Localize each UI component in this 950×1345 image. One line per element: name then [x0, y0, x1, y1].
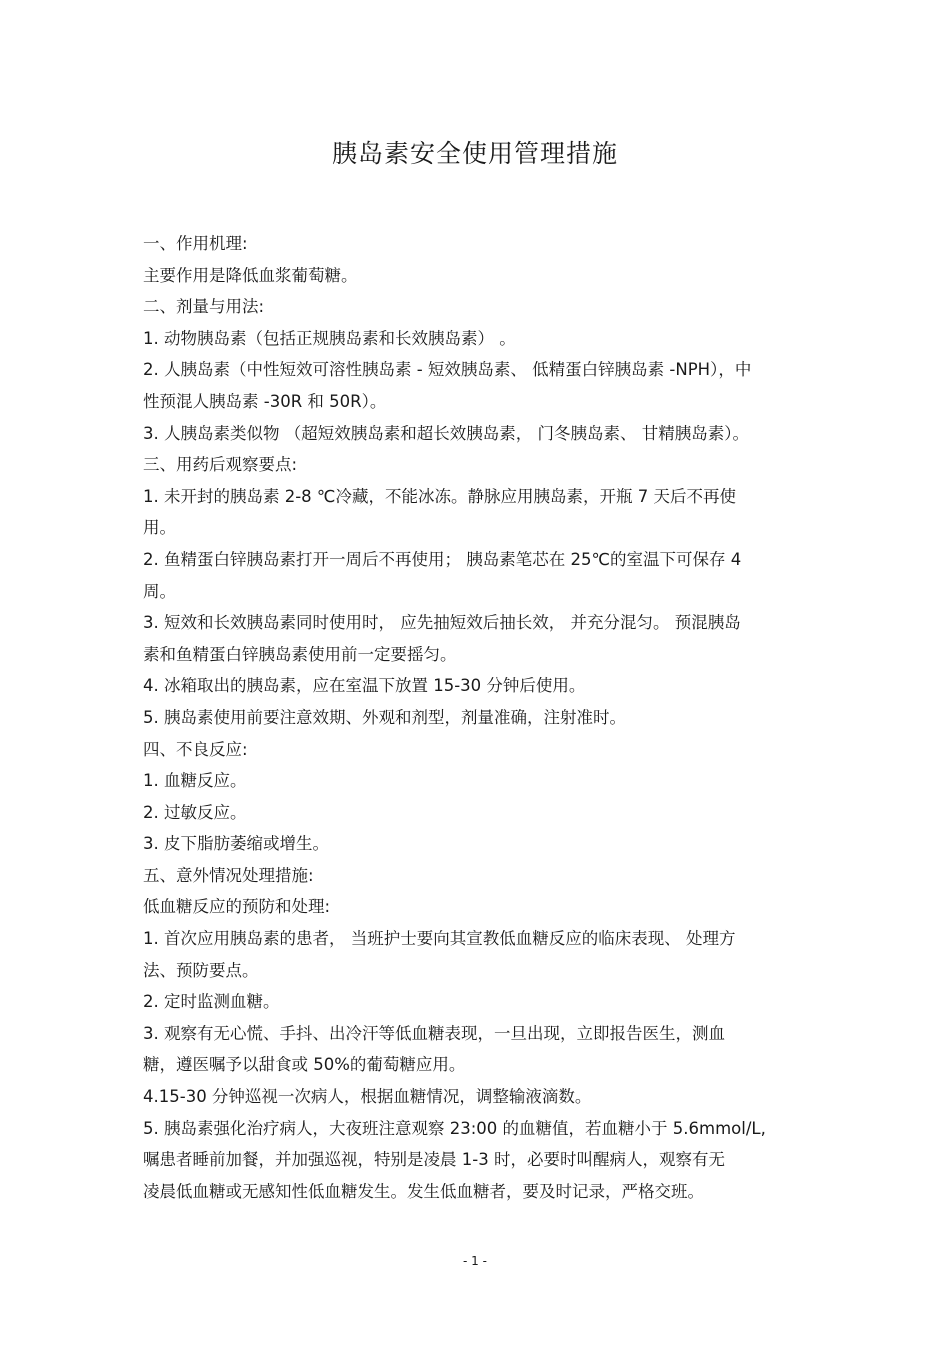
paragraph-line: 凌晨低血糖或无感知性低血糖发生。发生低血糖者，要及时记录，严格交班。 [143, 1181, 704, 1201]
paragraph-line: 性预混人胰岛素 -30R 和 50R）。 [143, 391, 387, 411]
paragraph-line: 1. 首次应用胰岛素的患者， 当班护士要向其宣教低血糖反应的临床表现、 处理方 [143, 929, 736, 949]
section-heading-emergency-measures: 五、意外情况处理措施: [143, 865, 314, 885]
page-title: 胰岛素安全使用管理措施 [331, 139, 618, 168]
paragraph-line: 2. 过敏反应。 [143, 802, 247, 822]
subheading-hypoglycemia: 低血糖反应的预防和处理: [143, 897, 331, 917]
paragraph-line: 2. 人胰岛素（中性短效可溶性胰岛素 - 短效胰岛素、 低精蛋白锌胰岛素 -NPH），中 [143, 360, 752, 380]
paragraph-line: 素和鱼精蛋白锌胰岛素使用前一定要摇匀。 [143, 644, 457, 664]
paragraph-line: 4. 冰箱取出的胰岛素，应在室温下放置 15-30 分钟后使用。 [143, 676, 586, 696]
paragraph-line: 3. 皮下脂肪萎缩或增生。 [143, 834, 329, 854]
paragraph-line: 3. 人胰岛素类似物 （超短效胰岛素和超长效胰岛素， 门冬胰岛素、 甘精胰岛素）。 [143, 423, 749, 443]
section-heading-observation: 三、用药后观察要点: [143, 455, 298, 475]
paragraph-line: 3. 短效和长效胰岛素同时使用时， 应先抽短效后抽长效， 并充分混匀。 预混胰岛 [143, 613, 741, 633]
paragraph-line: 3. 观察有无心慌、手抖、出冷汗等低血糖表现，一旦出现，立即报告医生，测血 [143, 1023, 725, 1043]
paragraph-line: 1. 未开封的胰岛素 2-8 ℃冷藏，不能冰冻。静脉应用胰岛素，开瓶 7 天后不再使 [143, 486, 736, 506]
paragraph-line: 嘱患者睡前加餐，并加强巡视，特别是凌晨 1-3 时，必要时叫醒病人，观察有无 [143, 1150, 725, 1170]
paragraph-line: 1. 动物胰岛素（包括正规胰岛素和长效胰岛素） 。 [143, 328, 516, 348]
paragraph-line: 2. 鱼精蛋白锌胰岛素打开一周后不再使用； 胰岛素笔芯在 25℃的室温下可保存 4 [143, 549, 742, 569]
section-heading-dosage: 二、剂量与用法: [143, 297, 265, 317]
section-heading-mechanism: 一、作用机理: [143, 234, 248, 253]
paragraph-line: 5. 胰岛素使用前要注意效期、外观和剂型，剂量准确，注射准时。 [143, 707, 626, 727]
document-body [143, 228, 808, 1207]
section-heading-adverse-reactions: 四、不良反应: [143, 739, 248, 759]
paragraph-line: 5. 胰岛素强化治疗病人，大夜班注意观察 23:00 的血糖值，若血糖小于 5.6mmol/L, [143, 1118, 766, 1138]
paragraph-line: 法、预防要点。 [143, 960, 259, 980]
paragraph-line: 糖，遵医嘱予以甜食或 50%的葡萄糖应用。 [143, 1055, 466, 1075]
paragraph-line: 1. 血糖反应。 [143, 771, 247, 791]
page-number: - 1 - [463, 1254, 487, 1268]
paragraph-line: 用。 [143, 518, 176, 538]
paragraph-line: 主要作用是降低血浆葡萄糖。 [143, 265, 358, 285]
paragraph-line: 2. 定时监测血糖。 [143, 992, 280, 1012]
paragraph-line: 周。 [143, 581, 176, 601]
paragraph-line: 4.15-30 分钟巡视一次病人，根据血糖情况，调整输液滴数。 [143, 1087, 592, 1107]
